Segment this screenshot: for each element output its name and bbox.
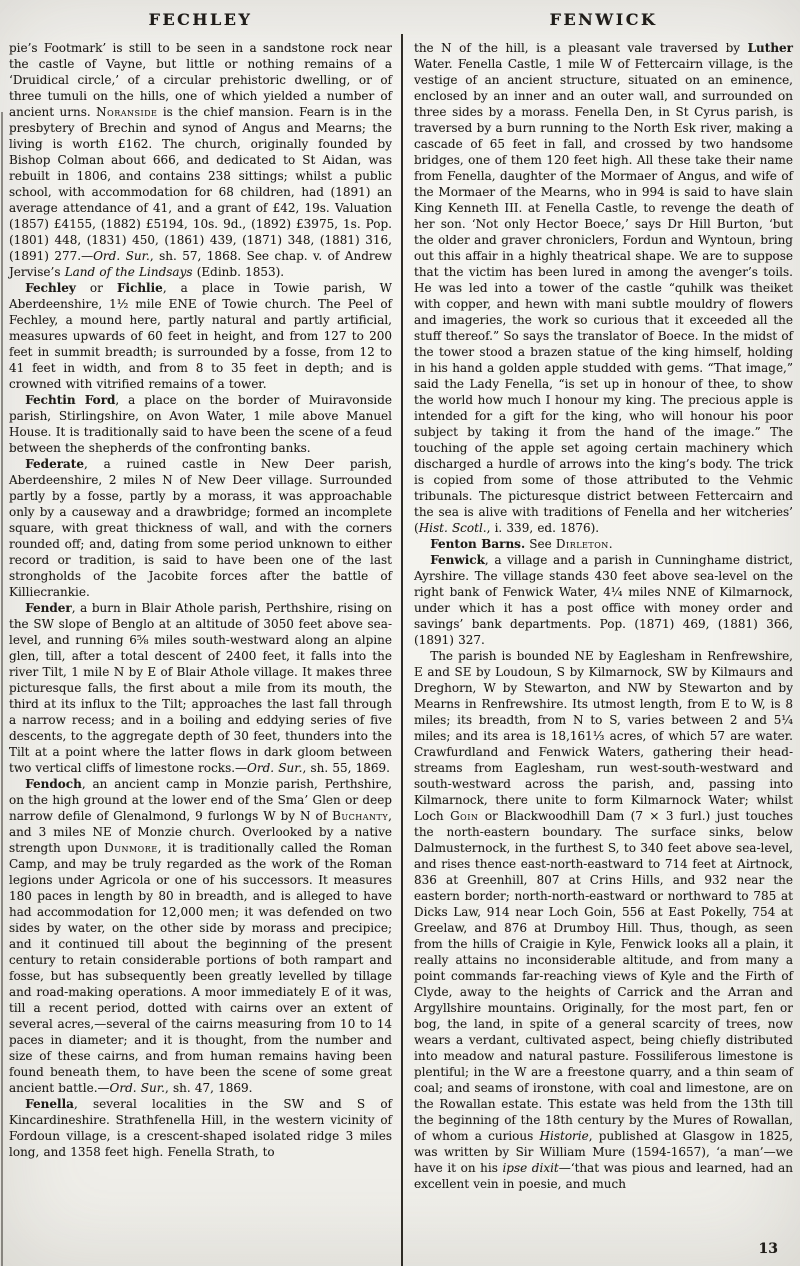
entry-paragraph — [9, 280, 392, 392]
entry-name: Fechley — [25, 281, 76, 295]
text-segment: , a village and a parish in Cunninghame district, Ayrshire. The village stands 430 feet above sea-level on the right bank of Fenwick Water, 4¼ miles NNE of Kilmarnock, under which it has a post office with money order and savings’ bank departments. Pop. (1871) 469, (1881) 366, (1891) 327. — [414, 553, 793, 647]
page-number: 13 — [758, 1241, 778, 1257]
text-segment: —‘that was pious and learned, had an excellent vein in poesie, and much — [414, 1161, 793, 1191]
cross-reference: Noranside — [96, 105, 158, 119]
entry-paragraph — [414, 648, 793, 1192]
entry-paragraph — [9, 40, 392, 280]
citation-text: Ord. Sur. — [93, 249, 150, 263]
text-segment: (Edinb. 1853). — [192, 265, 285, 279]
text-segment: pie’s Footmark’ is still to be seen in a sandstone rock near the castle of Vayne, but little or nothing remains of a ‘Druidical circle,’ of a circular prehistoric dwelling, or of three tumuli on the hills, one of which yielded a number of ancient urns. — [9, 41, 392, 119]
citation-text: Historie — [539, 1129, 589, 1143]
running-head-right: FENWICK — [549, 10, 658, 29]
text-segment: , several localities in the SW and S of Kincardineshire. Strathfenella Hill, in the western vicinity of Fordoun village, is a crescent-shaped isolated ridge 3 miles long, and 1358 feet high. Fenella Strath, to — [9, 1097, 392, 1159]
right-column — [401, 0, 800, 1266]
right-column-text — [414, 40, 793, 1192]
text-segment: or — [75, 281, 117, 295]
text-segment: , a burn in Blair Athole parish, Perthshire, rising on the SW slope of Benglo at an altitude of 3050 feet above sea-level, and running 6⅝ miles south-westward along an alpine glen, till, after a total descent of 2400 feet, it falls into the river Tilt, 1 mile N by E of Blair Athole village. It makes three picturesque falls, the first about a mile from its mouth, the third at its influx to the Tilt; approaches the last fall through a narrow recess; and in a boiling and eddying series of five descents, to the aggregate depth of 30 feet, thunders into the Tilt at a point where the latter flows in dark gloom between two vertical cliffs of limestone rocks.— — [9, 601, 392, 775]
citation-text: Hist. Scotl. — [418, 521, 487, 535]
text-segment: is the chief mansion. Fearn is in the presbytery of Brechin and synod of Angus and Mearns; the living is worth £162. The church, originally founded by Bishop Colman about 666, and dedicated to St Aidan, was rebuilt in 1806, and contains 238 sittings; whilst a public school, with accommodation for 68 children, had (1891) an average attendance of 41, and a grant of £42, 19s. Valuation (1857) £4155, (1882) £5194, 10s. 9d., (1892) £3975, 1s. Pop. (1801) 448, (1831) 450, (1861) 439, (1871) 348, (1881) 316, (1891) 277.— — [9, 105, 392, 263]
citation-text: ipse dixit — [502, 1161, 559, 1175]
text-segment: , i. 339, ed. 1876). — [486, 521, 600, 535]
entry-name: Fender — [25, 601, 72, 615]
entry-name: Fenton Barns. — [430, 537, 526, 551]
text-segment: the N of the hill, is a pleasant vale traversed by — [414, 41, 748, 55]
left-column-text — [9, 40, 392, 1160]
entry-paragraph — [414, 552, 793, 648]
entry-name: Fichlie — [116, 281, 163, 295]
text-segment: , and 3 miles NE of Monzie church. Overlooked by a native strength upon — [9, 809, 392, 855]
entry-name: Fenella — [25, 1097, 74, 1111]
citation-text: Ord. Sur. — [109, 1081, 165, 1095]
text-segment: , it is traditionally called the Roman Camp, and may be truly regarded as the work of the Roman legions under Agricola or one of his successors. It measures 180 paces in length by 80 in breadth, and is alleged to have had accommodation for 12,000 men; it was defended on two sides by water, on the other side by morass and precipice; and it continued till about the beginning of the present century to retain considerable portions of both rampart and fosse, but has subsequently been greatly levelled by tillage and road-making operations. A moor immediately E of it was, till a recent period, dotted with cairns over an extent of several acres,—several of the cairns measuring from 10 to 14 paces in diameter; and it is thought, from the number and size of these cairns, and from human remains having been found beneath them, to have been the scene of some great ancient battle.— — [9, 841, 392, 1095]
entry-name: Federate — [25, 457, 84, 471]
citation-text: Land of the Lindsays — [64, 265, 193, 279]
entry-name: Luther — [747, 41, 793, 55]
entry-paragraph — [9, 1096, 392, 1160]
text-segment: , sh. 55, 1869. — [302, 761, 390, 775]
entry-paragraph — [9, 392, 392, 456]
text-segment: or Blackwoodhill Dam (7 × 3 furl.) just touches the north-eastern boundary. The surface sinks, below Dalmusternock, in the furthest S, to 340 feet above sea-level, and rises thence east-north-eastward to 714 feet at Airtnock, 836 at Greenhill, 807 at Crins Hills, and 932 near the eastern border; north-north-eastward or northward to 785 at Dicks Law, 914 near Loch Goin, 556 at East Pokelly, 754 at Greelaw, and 876 at Drumboy Hill. Thus, though, as seen from the hills of Craigie in Kyle, Fenwick looks all a plain, it really attains no inconsiderable altitude, and from many a point commands far-reaching views of Kyle and the Firth of Clyde, away to the heights of Carrick and the Arran and Argyllshire mountains. Originally, for the most part, fen or bog, the land, in spite of a general scarcity of trees, now wears a verdant, cultivated aspect, being chiefly distributed into meadow and natural pasture. Fossiliferous limestone is plentiful; in the W are a freestone quarry, and a thin seam of coal; and seams of ironstone, with coal and limestone, are on the Rowallan estate. This estate was held from the 13th till the beginning of the 18th century by the Mures of Rowallan, of whom a curious — [414, 809, 793, 1143]
cross-reference: Buchanty — [332, 809, 389, 823]
cross-reference: Dirleton — [555, 537, 609, 551]
text-segment: , sh. 47, 1869. — [164, 1081, 253, 1095]
entry-name: Fechtin Ford — [25, 393, 116, 407]
text-segment: The parish is bounded NE by Eaglesham in Renfrewshire, E and SE by Loudoun, S by Kilmarnock, SW by Kilmaurs and Dreghorn, W by Stewarton, and NW by Stewarton and by Mearns in Renfrewshire. Its utmost length, from E to W, is 8 miles; its breadth, from N to S, varies between 2 and 5¼ miles; and its area is 18,161⅓ acres, of which 57 are water. Crawfurdland and Fenwick Waters, gathering their head-streams from Eaglesham, run west-south-westward and south-westward across the parish, and, passing into Kilmarnock, there unite to form Kilmarnock Water; whilst Loch — [414, 649, 793, 823]
entry-paragraph — [414, 536, 793, 552]
entry-name: Fendoch — [25, 777, 82, 791]
citation-text: Ord. Sur. — [247, 761, 303, 775]
entry-paragraph — [414, 40, 793, 536]
entry-paragraph — [9, 456, 392, 600]
text-segment: . — [608, 537, 613, 551]
text-segment: See — [525, 537, 556, 551]
entry-paragraph — [9, 600, 392, 776]
text-segment: , a place on the border of Muiravonside parish, Stirlingshire, on Avon Water, 1 mile above Manuel House. It is traditionally said to have been the scene of a feud between the shepherds of the confronting banks. — [9, 393, 392, 455]
entry-paragraph — [9, 776, 392, 1096]
text-segment: Water. Fenella Castle, 1 mile W of Fettercairn village, is the vestige of an ancient structure, situated on an eminence, enclosed by an inner and an outer wall, and surrounded on three sides by a morass. Fenella Den, in St Cyrus parish, is traversed by a burn running to the North Esk river, making a cascade of 65 feet in fall, and crossed by two handsome bridges, one of them 120 feet high. All these take their name from Fenella, daughter of the Mormaer of Angus, and wife of the Mormaer of the Mearns, who in 994 is said to have slain King Kenneth III. at Fenella Castle, to revenge the death of her son. ‘Not only Hector Boece,’ says Dr Hill Burton, ‘but the older and graver chroniclers, Fordun and Wyntoun, bring out this affair in a highly theatrical shape. We are to suppose that the victim has been lured in among the avenger’s toils. He was led into a tower of the castle “quhilk was theiket with copper, and hewn with mani subtle mouldry of flowers and imageries, the work so curious that it exceeded all the stuff thereof.” So says the translator of Boece. In the midst of the tower stood a brazen statue of the king himself, holding in his hand a golden apple studded with gems. “That image,” said the Lady Fenella, “is set up in honour of thee, to show the world how much I honour my king. The precious apple is intended for a gift for the king, who will honour his poor subject by taking it from the hand of the image.” The touching of the apple set agoing certain machinery which discharged a hurdle of arrows into the king’s body. The trick is copied from some of those attributed to the Vehmic tribunals. The picturesque district between Fettercairn and the sea is alive with traditions of Fenella and her witcheries’ ( — [414, 57, 793, 535]
text-segment: , a ruined castle in New Deer parish, Aberdeenshire, 2 miles N of New Deer village. Surrounded partly by a fosse, partly by a morass, it was approachable only by a causeway and a drawbridge; formed an incomplete square, with great thickness of wall, and with the corners rounded off; and, dating from some period unknown to either record or tradition, is said to have been one of the last strongholds of the Jacobite forces after the battle of Killiecrankie. — [9, 457, 392, 599]
entry-name: Fenwick — [430, 553, 485, 567]
cross-reference: Dunmore — [104, 841, 158, 855]
text-segment: , a place in Towie parish, W Aberdeenshire, 1½ mile ENE of Towie church. The Peel of Fechley, a mound here, partly natural and partly artificial, measures upwards of 60 feet in height, and from 127 to 200 feet in summit breadth; is surrounded by a fosse, from 12 to 41 feet in width, and from 8 to 35 feet in depth; and is crowned with vitrified remains of a tower. — [9, 281, 393, 391]
text-segment: , an ancient camp in Monzie parish, Perthshire, on the high ground at the lower end of the Sma’ Glen or deep narrow defile of Glenalmond, 9 furlongs W by N of — [9, 777, 392, 823]
running-head-left: FECHLEY — [148, 10, 253, 29]
text-segment: , sh. 57, 1868. See chap. v. of Andrew Jervise’s — [9, 249, 392, 279]
text-segment: , published at Glasgow in 1825, was written by Sir William Mure (1594-1657), ‘a man’—we have it on his — [414, 1129, 793, 1175]
cross-reference: Goin — [450, 809, 479, 823]
